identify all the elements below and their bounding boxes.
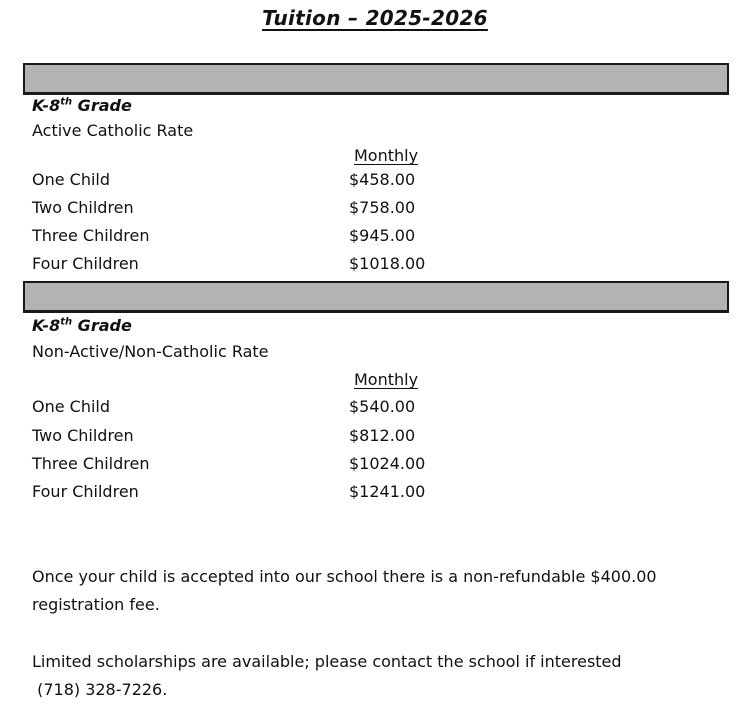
tuition-row	[0, 426, 750, 448]
tuition-row	[0, 454, 750, 476]
page-title	[0, 6, 750, 30]
row-amount: $758.00	[349, 198, 416, 217]
title-text: Tuition – 2025-2026	[262, 6, 488, 30]
row-label: Two Children	[32, 426, 134, 445]
rate-label: Non-Active/Non-Catholic Rate	[32, 342, 269, 361]
rate-label: Active Catholic Rate	[32, 121, 194, 140]
registration-line-2: registration fee.	[32, 595, 160, 614]
row-label: Three Children	[32, 454, 150, 473]
section-divider-bar	[23, 281, 729, 313]
grade-suffix: Grade	[72, 96, 132, 115]
monthly-column-header: Monthly	[354, 146, 419, 165]
grade-heading	[32, 96, 132, 115]
row-amount: $1018.00	[349, 254, 426, 273]
row-label: One Child	[32, 397, 111, 416]
row-label: Four Children	[32, 482, 139, 501]
row-amount: $540.00	[349, 397, 416, 416]
row-amount: $812.00	[349, 426, 416, 445]
row-amount: $1241.00	[349, 482, 426, 501]
scholarship-line-1: Limited scholarships are available; please contact the school if interested	[32, 652, 622, 671]
grade-superscript: th	[60, 316, 73, 328]
tuition-row	[0, 397, 750, 419]
section-divider-bar	[23, 63, 729, 95]
grade-prefix: K-8	[32, 96, 61, 115]
tuition-row	[0, 226, 750, 248]
scholarship-note	[32, 648, 732, 704]
tuition-row	[0, 170, 750, 192]
monthly-column-header: Monthly	[354, 370, 419, 389]
row-label: Four Children	[32, 254, 139, 273]
grade-suffix: Grade	[72, 316, 132, 335]
row-amount: $1024.00	[349, 454, 426, 473]
tuition-row	[0, 198, 750, 220]
grade-heading	[32, 316, 132, 335]
row-label: Two Children	[32, 198, 134, 217]
row-amount: $458.00	[349, 170, 416, 189]
row-label: Three Children	[32, 226, 150, 245]
tuition-row	[0, 482, 750, 504]
registration-fee-note	[32, 563, 732, 619]
registration-line-1: Once your child is accepted into our school there is a non-refundable $400.00	[32, 567, 657, 586]
scholarship-phone: (718) 328-7226.	[32, 680, 168, 699]
row-amount: $945.00	[349, 226, 416, 245]
grade-superscript: th	[60, 96, 73, 108]
tuition-row	[0, 254, 750, 276]
grade-prefix: K-8	[32, 316, 61, 335]
row-label: One Child	[32, 170, 111, 189]
